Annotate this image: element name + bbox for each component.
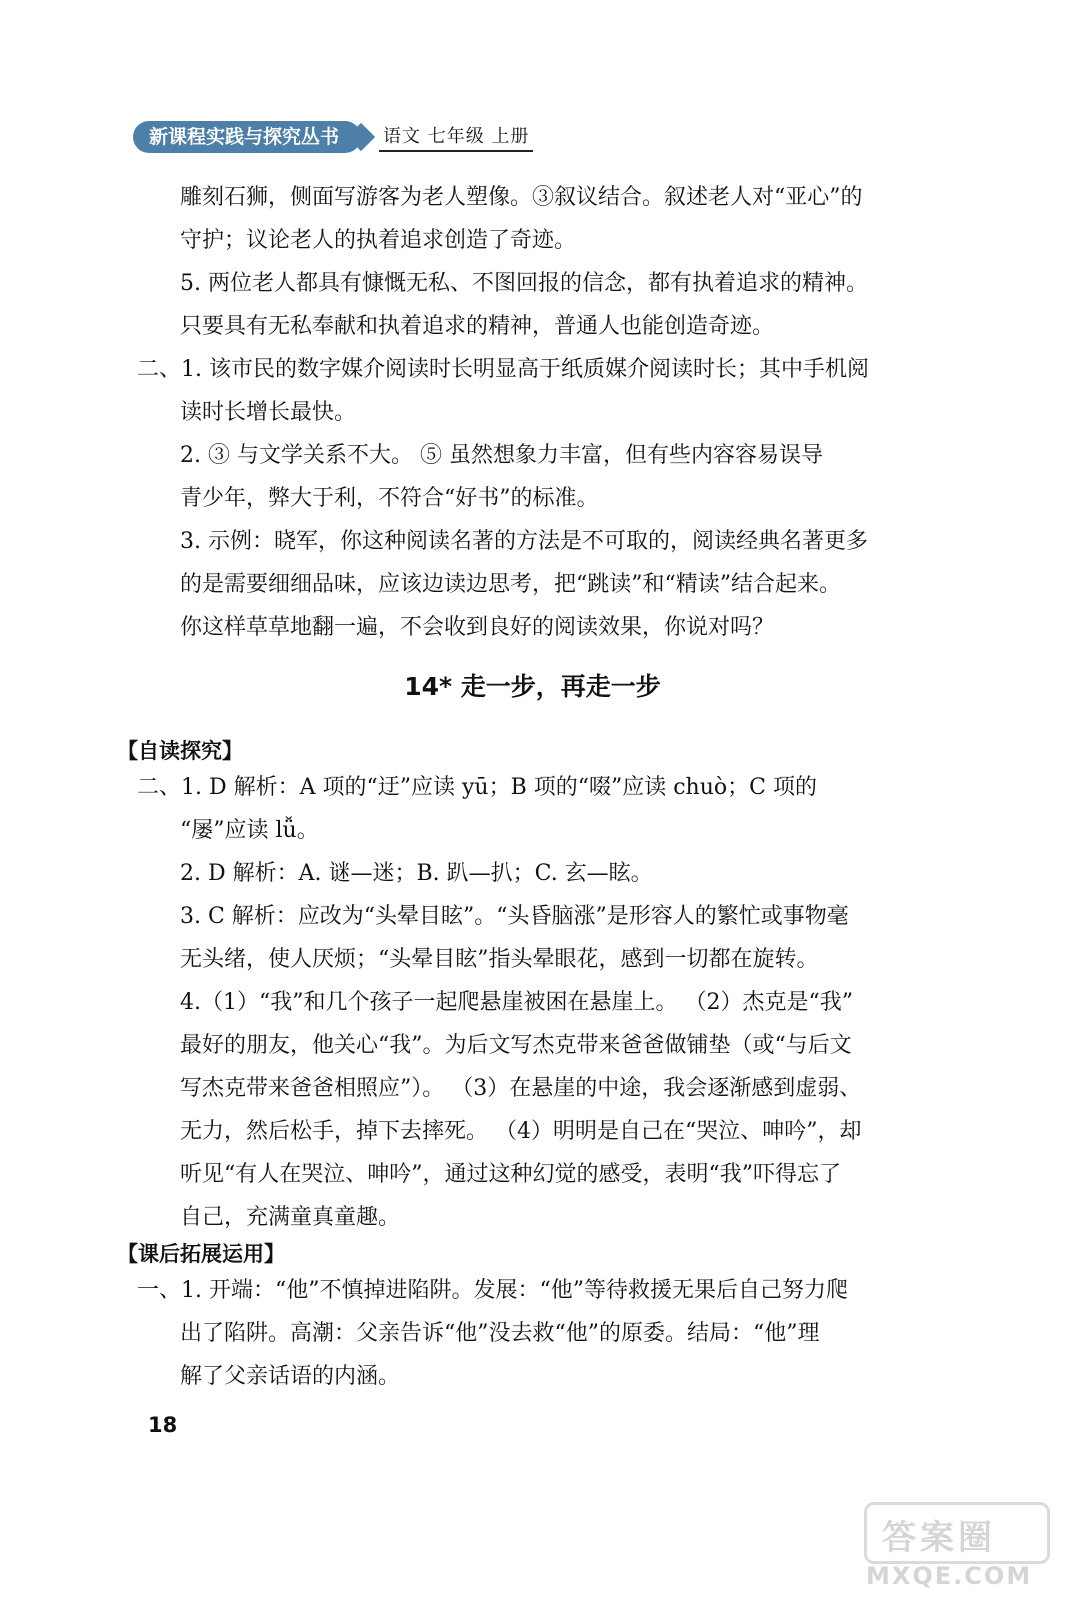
text-line: 的是需要细细品味，应该边读边思考，把“跳读”和“精读”结合起来。 <box>180 572 841 597</box>
lesson-title: 14* 走一步，再走一步 <box>404 672 661 701</box>
text-line: 雕刻石狮，侧面写游客为老人塑像。③叙议结合。叙述老人对“亚心”的 <box>180 185 863 210</box>
text-line: 5. 两位老人都具有慷慨无私、不图回报的信念，都有执着追求的精神。 <box>180 271 868 296</box>
text-line: 无头绪，使人厌烦；“头晕目眩”指头晕眼花，感到一切都在旋转。 <box>180 947 819 972</box>
text-line: 4.（1）“我”和几个孩子一起爬悬崖被困在悬崖上。 （2）杰克是“我” <box>180 990 853 1015</box>
text-line: 3. C 解析：应改为“头晕目眩”。“头昏脑涨”是形容人的繁忙或事物毫 <box>180 904 849 929</box>
text-line: 写杰克带来爸爸相照应”）。 （3）在悬崖的中途，我会逐渐感到虚弱、 <box>180 1076 862 1101</box>
text-line: 二、1. D 解析：A 项的“迂”应读 yū；B 项的“啜”应读 chuò；C 项的 <box>137 775 817 800</box>
text-line: 守护；议论老人的执着追求创造了奇迹。 <box>180 228 577 253</box>
subject-label: 语文 七年级 上册 <box>379 122 533 152</box>
text-line: “屡”应读 lǚ。 <box>180 818 319 843</box>
series-badge: 新课程实践与探究丛书 <box>133 121 361 153</box>
book-header <box>133 120 533 154</box>
text-line: 只要具有无私奉献和执着追求的精神，普通人也能创造奇迹。 <box>180 314 775 339</box>
page-number: 18 <box>148 1413 178 1437</box>
text-line: 最好的朋友，他关心“我”。为后文写杰克带来爸爸做铺垫（或“与后文 <box>180 1033 852 1058</box>
text-line: 出了陷阱。高潮：父亲告诉“他”没去救“他”的原委。结局：“他”理 <box>180 1321 820 1346</box>
text-line: 听见“有人在哭泣、呻吟”，通过这种幻觉的感受，表明“我”吓得忘了 <box>180 1162 841 1187</box>
text-line: 2. D 解析：A. 谜—迷；B. 趴—扒；C. 玄—眩。 <box>180 861 653 886</box>
text-line: 2. ③ 与文学关系不大。 ⑤ 虽然想象力丰富，但有些内容容易误导 <box>180 443 823 468</box>
section-heading: 【自读探究】 <box>117 739 243 763</box>
section-heading: 【课后拓展运用】 <box>117 1242 285 1266</box>
text-line: 二、1. 该市民的数字媒介阅读时长明显高于纸质媒介阅读时长；其中手机阅 <box>137 357 869 382</box>
text-line: 解了父亲话语的内涵。 <box>180 1364 401 1389</box>
text-line: 你这样草草地翻一遍，不会收到良好的阅读效果，你说对吗？ <box>180 615 775 640</box>
watermark-logo <box>860 1500 1050 1592</box>
text-line: 3. 示例：晓军，你这种阅读名著的方法是不可取的，阅读经典名著更多 <box>180 529 868 554</box>
text-line: 自己，充满童真童趣。 <box>180 1205 401 1230</box>
text-line: 一、1. 开端：“他”不慎掉进陷阱。发展：“他”等待救援无果后自己努力爬 <box>137 1278 848 1303</box>
watermark-url: MXQE.COM <box>866 1562 1033 1590</box>
watermark-text: 答案圈 <box>882 1518 996 1558</box>
text-line: 青少年，弊大于利，不符合“好书”的标准。 <box>180 486 599 511</box>
text-line: 读时长增长最快。 <box>180 400 357 425</box>
text-line: 无力，然后松手，掉下去摔死。 （4）明明是自己在“哭泣、呻吟”，却 <box>180 1119 862 1144</box>
